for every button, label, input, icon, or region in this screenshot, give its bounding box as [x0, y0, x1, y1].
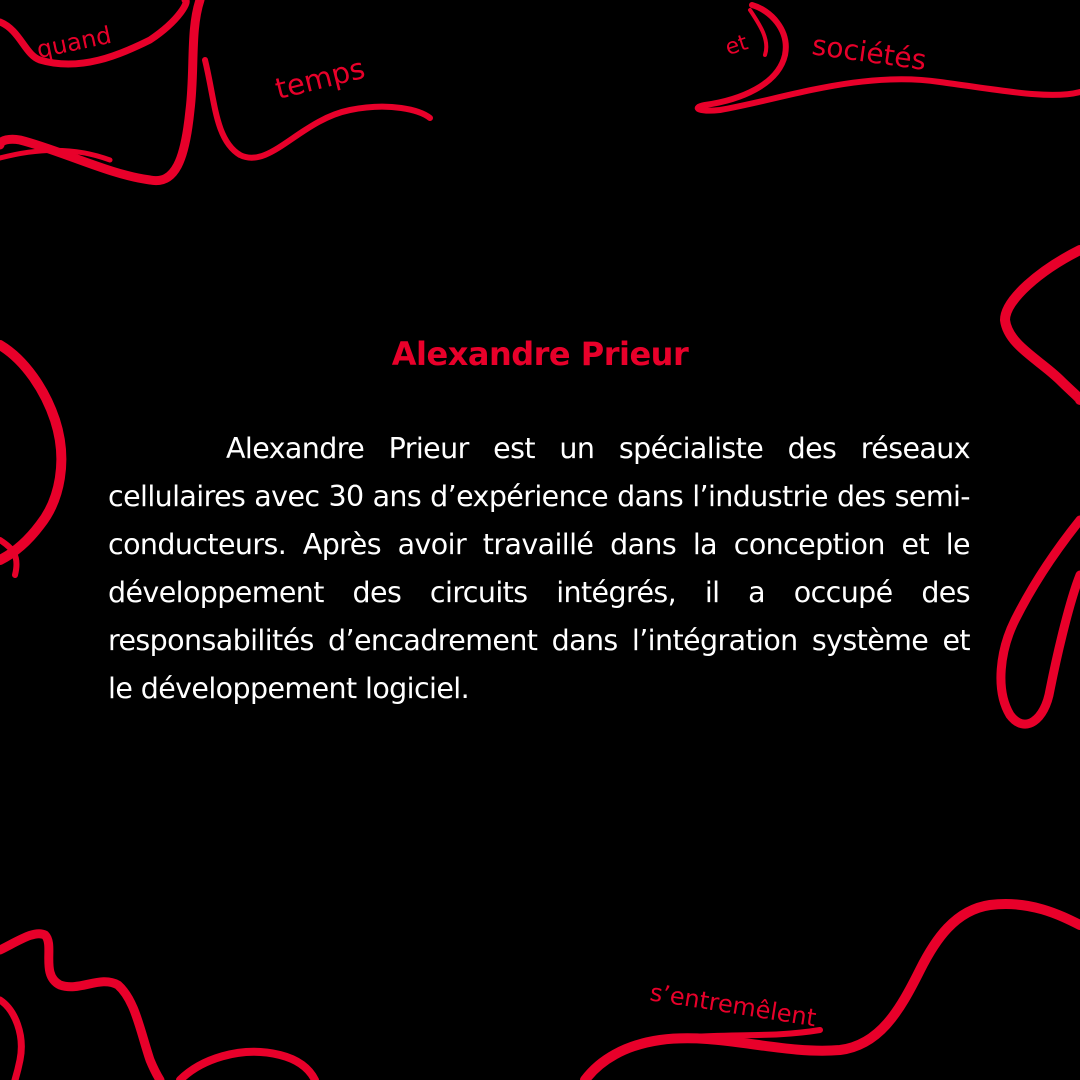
word-temps: temps — [271, 50, 369, 106]
ribbon-right-lower — [1001, 520, 1080, 724]
word-quand: quand — [34, 20, 114, 65]
ribbon-bottom-left — [0, 934, 160, 1080]
word-sentremelent: s’entremêlent — [648, 978, 819, 1033]
ribbon-left — [0, 345, 61, 560]
word-societes: sociétés — [810, 28, 929, 77]
profile-name-heading: Alexandre Prieur — [391, 335, 689, 373]
word-et: et — [722, 30, 752, 61]
ribbon-right-upper — [1005, 250, 1080, 400]
profile-bio-paragraph: Alexandre Prieur est un spécialiste des réseaux cellulaires avec 30 ans d’expérience dans l’industrie des semi-conducteurs. Après avoir travaillé dans la conception et le développement des circuits intégrés, il a occupé des responsabilités d’encadrement dans l’intégration système et le développement logiciel. — [108, 432, 970, 705]
